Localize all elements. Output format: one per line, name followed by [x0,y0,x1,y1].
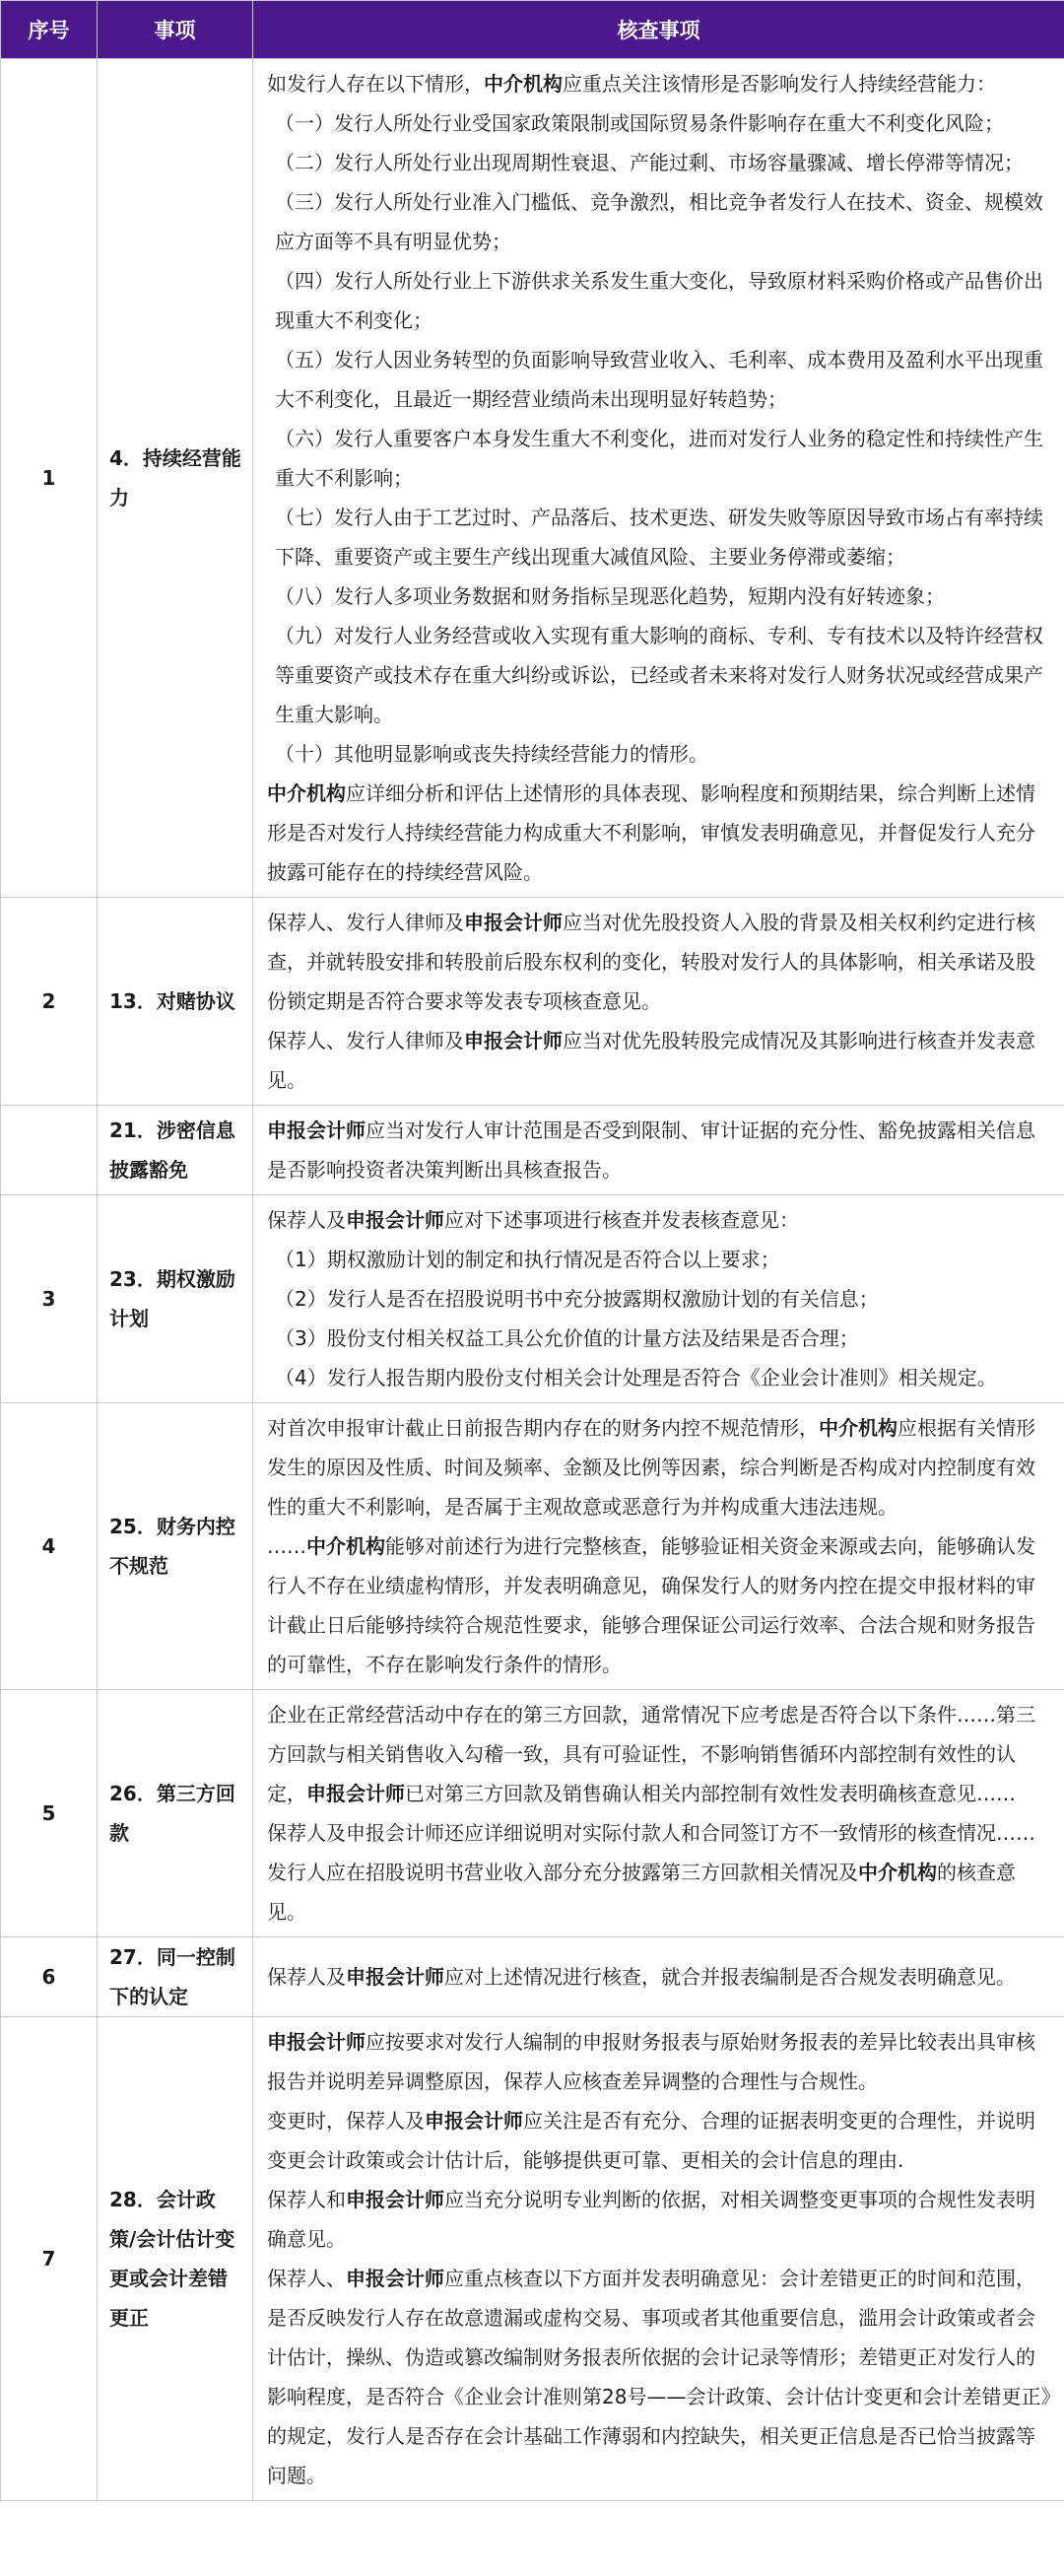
content-paragraph [267,576,1054,616]
content-paragraph [267,143,1054,182]
emphasis-term: 申报会计师 [464,911,563,934]
table-row [1,59,1064,898]
emphasis-term: 申报会计师 [346,1965,444,1989]
text-segment: 应对上述情况进行核查，就合并报表编制是否合规发表明确意见。 [444,1965,1016,1989]
content-paragraph [267,419,1054,498]
text-segment: （4）发行人报告期内股份支付相关会计处理是否符合《企业会计准则》相关规定。 [275,1366,997,1390]
row-number [1,1106,98,1195]
content-paragraph [267,2180,1054,2259]
content-paragraph [267,64,1054,103]
text-segment: 应当对优先股投资人入股的背景及相关权利约定进行核查，并就转股安排和转股前后股东权利的变化，转股对发行人的具体影响，相关承诺及股份锁定期是否符合要求等发表专项核查意见。 [267,911,1035,1013]
content-paragraph [267,1358,1054,1397]
text-segment: 应根据有关情形发生的原因及性质、时间及频率、金额及比例等因素，综合判断是否构成对内控制度有效性的重大不利影响，是否属于主观故意或恶意行为并构成重大违法违规。 [267,1416,1035,1519]
text-segment: …… [267,1534,306,1558]
text-segment: （六）发行人重要客户本身发生重大不利变化，进而对发行人业务的稳定性和持续性产生重大不利影响； [275,427,1043,490]
table-row [1,1195,1064,1403]
content-paragraph [267,903,1054,1021]
content-paragraph [267,774,1054,892]
row-content [253,1937,1064,2017]
content-paragraph [267,182,1054,261]
text-segment: 保荐人和 [267,2188,346,2211]
text-segment: （1）期权激励计划的制定和执行情况是否符合以上要求； [275,1248,780,1271]
text-segment: 应对下述事项进行核查并发表核查意见： [444,1208,799,1232]
text-segment: 保荐人及申报会计师还应详细说明对实际付款人和合同签订方不一致情形的核查情况…… [267,1821,1035,1845]
content-paragraph [267,1695,1054,1813]
content-paragraph [267,1813,1054,1853]
emphasis-term: 申报会计师 [346,1208,444,1232]
content-paragraph [267,498,1054,576]
content-paragraph [267,340,1054,419]
content-paragraph [267,1408,1054,1526]
text-segment: 应当充分说明专业判断的依据，对相关调整变更事项的合规性发表明确意见。 [267,2188,1035,2251]
text-segment: 应按要求对发行人编制的申报财务报表与原始财务报表的差异比较表出具审核报告并说明差异调整原因，保荐人应核查差异调整的合理性与合规性。 [267,2030,1035,2093]
row-content [253,1195,1064,1403]
table-row [1,1690,1064,1937]
text-segment: 对首次申报审计截止日前报告期内存在的财务内控不规范情形， [267,1416,819,1440]
emphasis-term: 申报会计师 [346,2267,444,2290]
text-segment: 的核查意见。 [267,1861,1016,1924]
text-segment: 如发行人存在以下情形， [267,72,484,96]
content-paragraph [267,261,1054,340]
content-paragraph [267,1957,1054,1997]
row-number: 1 [1,59,98,898]
text-segment: （2）发行人是否在招股说明书中充分披露期权激励计划的有关信息； [275,1287,879,1311]
header-item: 事项 [98,1,253,59]
row-item: 27．同一控制下的认定 [98,1937,253,2017]
table-body [1,59,1064,2501]
row-number: 2 [1,898,98,1106]
row-item: 25．财务内控不规范 [98,1403,253,1690]
content-paragraph [267,1111,1054,1189]
text-segment: 应当对优先股转股完成情况及其影响进行核查并发表意见。 [267,1029,1035,1092]
text-segment: （二）发行人所处行业出现周期性衰退、产能过剩、市场容量骤减、增长停滞等情况； [275,151,1024,174]
header-seq: 序号 [1,1,98,59]
row-number: 4 [1,1403,98,1690]
row-content [253,2017,1064,2501]
text-segment: 已对第三方回款及销售确认相关内部控制有效性发表明确核查意见…… [405,1782,1016,1805]
text-segment: （八）发行人多项业务数据和财务指标呈现恶化趋势，短期内没有好转迹象； [275,584,945,608]
content-paragraph [267,103,1054,143]
emphasis-term: 中介机构 [819,1416,898,1440]
row-content [253,59,1064,898]
content-paragraph [267,1526,1054,1684]
emphasis-term: 中介机构 [484,72,563,96]
content-paragraph [267,1021,1054,1100]
row-item: 28．会计政策/会计估计变更或会计差错更正 [98,2017,253,2501]
text-segment: （九）对发行人业务经营或收入实现有重大影响的商标、专利、专有技术以及特许经营权等重要资产或技术存在重大纠纷或诉讼，已经或者未来将对发行人财务状况或经营成果产生重大影响。 [275,624,1043,726]
content-paragraph [267,1319,1054,1358]
table-row [1,898,1064,1106]
text-segment: （十）其他明显影响或丧失持续经营能力的情形。 [275,742,708,766]
content-paragraph [267,1279,1054,1319]
text-segment: 保荐人、发行人律师及 [267,911,464,934]
table-row [1,1403,1064,1690]
content-paragraph [267,2259,1054,2495]
row-number: 5 [1,1690,98,1937]
row-number: 3 [1,1195,98,1403]
content-paragraph [267,2101,1054,2180]
text-segment: 发行人应在招股说明书营业收入部分充分披露第三方回款相关情况及 [267,1861,858,1884]
text-segment: （四）发行人所处行业上下游供求关系发生重大变化，导致原材料采购价格或产品售价出现重大不利变化； [275,269,1043,332]
row-item: 4．持续经营能力 [98,59,253,898]
content-paragraph [267,1853,1054,1932]
text-segment: （七）发行人由于工艺过时、产品落后、技术更迭、研发失败等原因导致市场占有率持续下降、重要资产或主要生产线出现重大减值风险、主要业务停滞或萎缩； [275,506,1043,569]
text-segment: 应重点关注该情形是否影响发行人持续经营能力： [563,72,996,96]
text-segment: 应关注是否有充分、合理的证据表明变更的合理性，并说明变更会计政策或会计估计后，能够提供更可靠、更相关的会计信息的理由. [267,2109,1035,2172]
row-item: 21．涉密信息披露豁免 [98,1106,253,1195]
text-segment: 保荐人及 [267,1208,346,1232]
content-paragraph [267,2022,1054,2101]
table-row [1,2017,1064,2501]
row-item: 23．期权激励计划 [98,1195,253,1403]
header-row [1,1,1064,59]
text-segment: 保荐人及 [267,1965,346,1989]
text-segment: 应重点核查以下方面并发表明确意见：会计差错更正的时间和范围，是否反映发行人存在故意遗漏或虚构交易、事项或者其他重要信息，滥用会计政策或者会计估计，操纵、伪造或篡改编制财务报表所依据的会计记录等情形；差错更正对发行人的影响程度，是否符合《企业会计准则第28号——会计政策、会计估计变更和会计差错更正》的规定，发行人是否存在会计基础工作薄弱和内控缺失，相关更正信息是否已恰当披露等问题。 [267,2267,1051,2487]
content-paragraph [267,616,1054,734]
emphasis-term: 申报会计师 [425,2109,523,2133]
emphasis-term: 申报会计师 [267,1119,366,1142]
text-segment: （五）发行人因业务转型的负面影响导致营业收入、毛利率、成本费用及盈利水平出现重大不利变化，且最近一期经营业绩尚未出现明显好转趋势； [275,348,1043,411]
emphasis-term: 中介机构 [306,1534,385,1558]
row-content [253,898,1064,1106]
emphasis-term: 中介机构 [267,781,346,805]
emphasis-term: 申报会计师 [306,1782,405,1805]
text-segment: 企业在正常经营活动中存在的第三方回款，通常情况下应考虑是否符合以下条件……第三方回款与相关销售收入勾稽一致，具有可验证性，不影响销售循环内部控制有效性的认定， [267,1703,1035,1805]
text-segment: （一）发行人所处行业受国家政策限制或国际贸易条件影响存在重大不利变化风险； [275,111,1004,135]
content-paragraph [267,1240,1054,1279]
text-segment: 变更时，保荐人及 [267,2109,425,2133]
text-segment: （3）股份支付相关权益工具公允价值的计量方法及结果是否合理； [275,1326,859,1350]
text-segment: 保荐人、 [267,2267,346,2290]
row-number: 6 [1,1937,98,2017]
row-number: 7 [1,2017,98,2501]
row-item: 13．对赌协议 [98,898,253,1106]
text-segment: 能够对前述行为进行完整核查，能够验证相关资金来源或去向，能够确认发行人不存在业绩虚构情形，并发表明确意见，确保发行人的财务内控在提交申报材料的审计截止日后能够持续符合规范性要求，能够合理保证公司运行效率、合法合规和财务报告的可靠性，不存在影响发行条件的情形。 [267,1534,1035,1676]
table-row [1,1937,1064,2017]
emphasis-term: 中介机构 [858,1861,937,1884]
row-content [253,1106,1064,1195]
header-check: 核查事项 [253,1,1064,59]
emphasis-term: 申报会计师 [267,2030,366,2054]
row-content [253,1690,1064,1937]
text-segment: 应详细分析和评估上述情形的具体表现、影响程度和预期结果，综合判断上述情形是否对发行人持续经营能力构成重大不利影响，审慎发表明确意见，并督促发行人充分披露可能存在的持续经营风险。 [267,781,1035,884]
content-paragraph [267,734,1054,774]
text-segment: 保荐人、发行人律师及 [267,1029,464,1052]
row-item: 26．第三方回款 [98,1690,253,1937]
emphasis-term: 申报会计师 [346,2188,444,2211]
emphasis-term: 申报会计师 [464,1029,563,1052]
text-segment: （三）发行人所处行业准入门槛低、竞争激烈，相比竞争者发行人在技术、资金、规模效应方面等不具有明显优势； [275,190,1043,253]
text-segment: 应当对发行人审计范围是否受到限制、审计证据的充分性、豁免披露相关信息是否影响投资者决策判断出具核查报告。 [267,1119,1035,1182]
table-header [1,1,1064,59]
content-paragraph [267,1200,1054,1240]
row-content [253,1403,1064,1690]
table-row [1,1106,1064,1195]
